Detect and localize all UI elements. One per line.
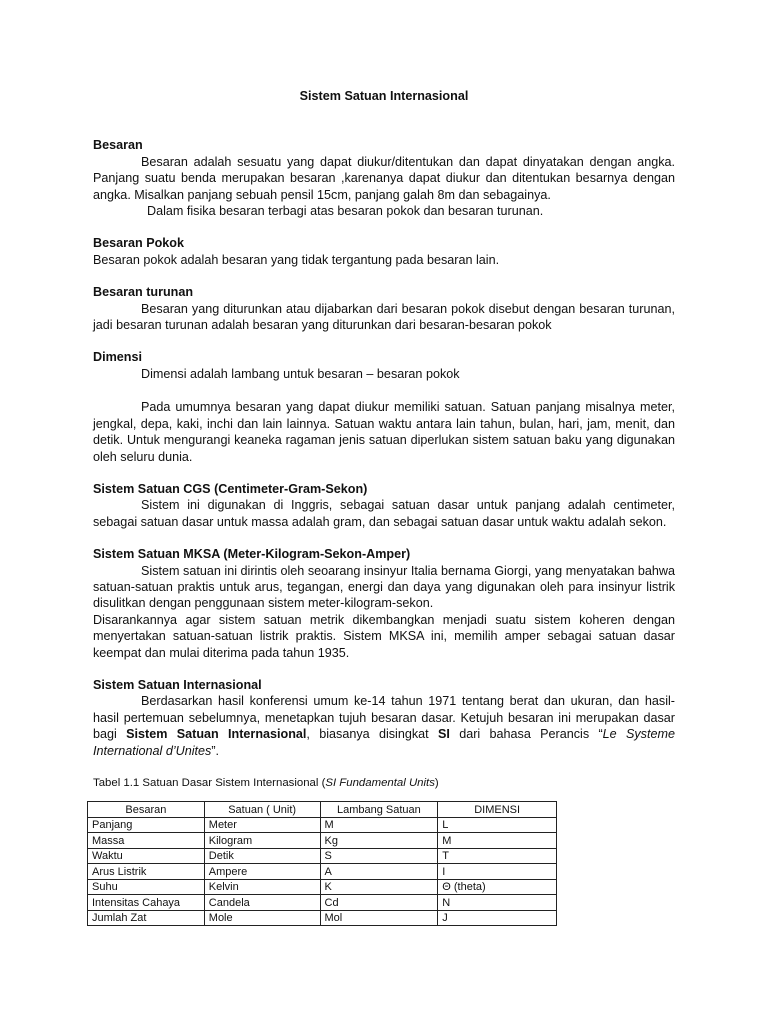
heading-si: Sistem Satuan Internasional [93,677,262,692]
table-cell: Mol [320,910,438,926]
table-cell: I [438,864,557,880]
table-caption: Tabel 1.1 Satuan Dasar Sistem Internasional (SI Fundamental Units) [93,777,439,789]
paragraph-besaran-pokok: Besaran pokok adalah besaran yang tidak tergantung pada besaran lain. [93,252,500,267]
table-row [88,895,557,911]
si-units-table [87,801,557,926]
table-cell: Jumlah Zat [88,910,205,926]
table-cell: Meter [204,817,320,833]
paragraph-dimensi-definition: Dimensi adalah lambang untuk besaran – besaran pokok [141,366,460,381]
table-row [88,864,557,880]
table-cell: S [320,848,438,864]
table-header-row [88,802,557,818]
table-row [88,879,557,895]
table-cell: Arus Listrik [88,864,205,880]
table-cell: Intensitas Cahaya [88,895,205,911]
table-cell: M [320,817,438,833]
document-title: Sistem Satuan Internasional [299,89,469,103]
heading-cgs: Sistem Satuan CGS (Centimeter-Gram-Sekon) [93,481,368,496]
paragraph-dimensi-satuan: Pada umumnya besaran yang dapat diukur memiliki satuan. Satuan panjang misalnya meter, jengkal, depa, kaki, inchi dan lain lainnya. Satuan waktu antara lain tahun, bulan, hari, jam, menit, dan detik. Untuk mengurangi keaneka ragaman jenis satuan diperlukan sistem satuan baku yang digunakan oleh seluru dunia. [93,400,675,464]
heading-besaran-pokok: Besaran Pokok [93,236,184,251]
table-cell: J [438,910,557,926]
table-cell: T [438,848,557,864]
table-cell: K [320,879,438,895]
table-row [88,848,557,864]
table-cell: Kelvin [204,879,320,895]
document-page [93,88,675,926]
table-cell: Mole [204,910,320,926]
table-cell: Candela [204,895,320,911]
table-cell: A [320,864,438,880]
table-cell: L [438,817,557,833]
heading-besaran-turunan: Besaran turunan [93,285,194,300]
paragraph-besaran-turunan: Besaran yang diturunkan atau dijabarkan dari besaran pokok disebut dengan besaran turunan, jadi besaran turunan adalah besaran yang diturunkan dari besaran-besaran pokok [93,301,675,333]
table-row [88,817,557,833]
heading-besaran: Besaran [93,138,143,153]
table-cell: Cd [320,895,438,911]
table-cell: Detik [204,848,320,864]
table-cell: Kilogram [204,833,320,849]
table-cell: Massa [88,833,205,849]
heading-dimensi: Dimensi [93,350,142,365]
table-cell: Kg [320,833,438,849]
table-header-cell: Lambang Satuan [320,802,438,818]
table-row [88,833,557,849]
paragraph-mksa-adoption: Disarankannya agar sistem satuan metrik dikembangkan menjadi suatu sistem koheren dengan menyertakan satuan-satuan listrik praktis. Sistem MKSA ini, memilih amper sebagai satuan dasar keempat dan mulai diterima pada tahun 1935. [93,612,675,660]
heading-mksa: Sistem Satuan MKSA (Meter-Kilogram-Sekon-Amper) [93,547,411,562]
table-header-cell: Besaran [88,802,205,818]
table-row [88,910,557,926]
table-cell: Panjang [88,817,205,833]
paragraph-besaran-definition: Besaran adalah sesuatu yang dapat diukur/ditentukan dan dapat dinyatakan dengan angka. Panjang suatu benda merupakan besaran ,karenanya dapat diukur dan ditentukan besarnya dengan angka. Misalkan panjang sebuah pensil 15cm, panjang galah 8m dan sebagainya. [93,154,675,202]
table-header-cell: Satuan ( Unit) [204,802,320,818]
table-cell: Suhu [88,879,205,895]
paragraph-mksa-origin: Sistem satuan ini dirintis oleh seoarang insinyur Italia bernama Giorgi, yang menyatakan bahwa satuan-satuan praktis untuk arus, tegangan, energi dan daya yang digunakan oleh para insinyur listrik disulitkan dengan penggunaan sistem meter-kilogram-sekon. [93,563,675,611]
table-cell: N [438,895,557,911]
table-header-cell: DIMENSI [438,802,557,818]
table-cell: Ampere [204,864,320,880]
paragraph-si: Berdasarkan hasil konferensi umum ke-14 tahun 1971 tentang berat dan ukuran, dan hasil-hasil pertemuan sebelumnya, menetapkan tujuh besaran dasar. Ketujuh besaran ini merupakan dasar bagi Sistem Satuan Internasional, biasanya disingkat SI dari bahasa Perancis “Le Systeme International d’Unites”. [93,694,675,758]
table-cell: Θ (theta) [438,879,557,895]
paragraph-besaran-types: Dalam fisika besaran terbagi atas besaran pokok dan besaran turunan. [147,204,544,219]
table-cell: Waktu [88,848,205,864]
table-cell: M [438,833,557,849]
paragraph-cgs: Sistem ini digunakan di Inggris, sebagai satuan dasar untuk panjang adalah centimeter, sebagai satuan dasar untuk massa adalah gram, dan sebagai satuan dasar untuk waktu adalah sekon. [93,498,675,529]
